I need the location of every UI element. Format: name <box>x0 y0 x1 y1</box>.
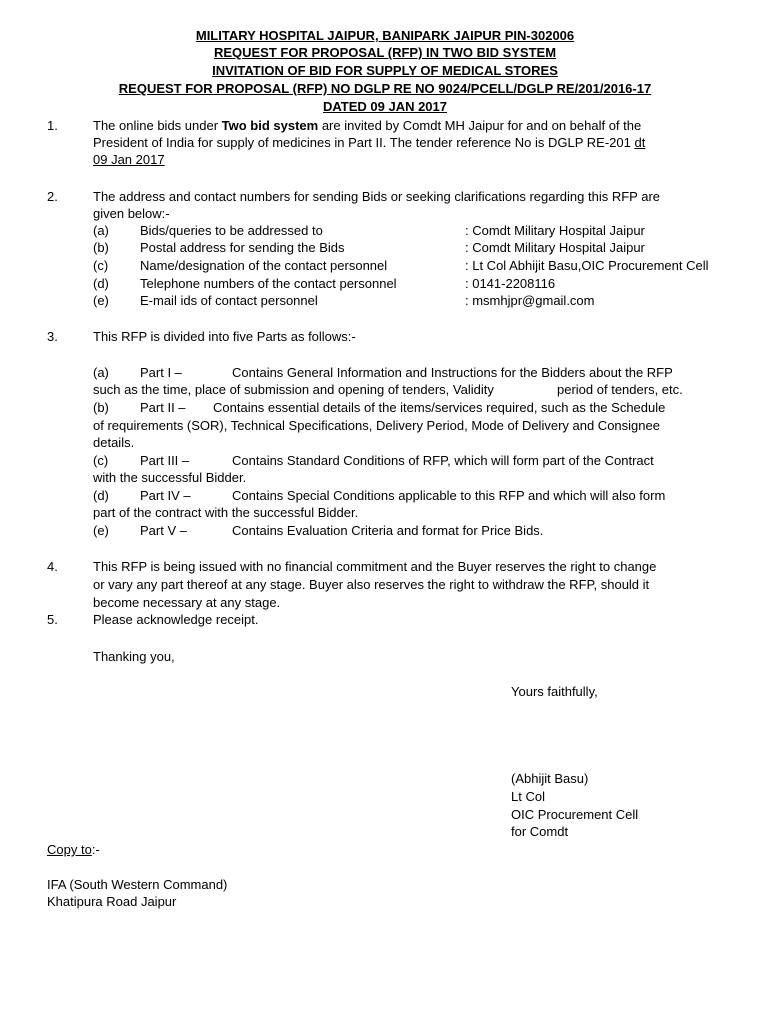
part-b-part: Part II – <box>140 400 186 415</box>
part-d-part: Part IV – <box>140 488 191 503</box>
para-2-item-b-value: : Comdt Military Hospital Jaipur <box>465 240 645 255</box>
header-line-5: DATED 09 JAN 2017 <box>322 99 448 114</box>
header-line-3: INVITATION OF BID FOR SUPPLY OF MEDICAL STORES <box>212 63 558 78</box>
copy-to-line-1: IFA (South Western Command) <box>47 877 228 892</box>
copy-to-label: Copy to <box>47 842 92 857</box>
part-b-cont-2: details. <box>93 435 135 450</box>
para-2-item-b-label: (b) <box>93 240 109 255</box>
header-line-2: REQUEST FOR PROPOSAL (RFP) IN TWO BID SYSTEM <box>213 45 557 60</box>
part-c-cont-1: with the successful Bidder. <box>93 470 247 485</box>
para-4-number: 4. <box>47 559 58 574</box>
yours-faithfully: Yours faithfully, <box>511 684 598 699</box>
para-2-number: 2. <box>47 189 58 204</box>
part-b-text: Contains essential details of the items/services required, such as the Schedule <box>213 400 666 415</box>
para-4-line-3: become necessary at any stage. <box>93 595 281 610</box>
part-e-label: (e) <box>93 523 109 538</box>
thanking-you: Thanking you, <box>93 649 175 664</box>
copy-to-suffix: :- <box>91 842 100 857</box>
part-a-text: Contains General Information and Instructions for the Bidders about the RFP <box>232 365 673 380</box>
part-e-text: Contains Evaluation Criteria and format for Price Bids. <box>232 523 544 538</box>
para-5-text: Please acknowledge receipt. <box>93 612 259 627</box>
part-a-cont-2: period of tenders, etc. <box>557 382 683 397</box>
para-3-number: 3. <box>47 329 58 344</box>
signatory-rank: Lt Col <box>511 789 545 804</box>
para-1-line-3: 09 Jan 2017 <box>93 152 165 167</box>
part-b-label: (b) <box>93 400 109 415</box>
para-2-item-e-value: : msmhjpr@gmail.com <box>465 293 595 308</box>
part-b-cont-1: of requirements (SOR), Technical Specifications, Delivery Period, Mode of Delivery and Consignee <box>93 418 660 433</box>
signatory-designation: OIC Procurement Cell <box>511 807 639 822</box>
header-line-1: MILITARY HOSPITAL JAIPUR, BANIPARK JAIPUR PIN-302006 <box>195 28 575 43</box>
para-5-number: 5. <box>47 612 58 627</box>
signatory-for: for Comdt <box>511 824 569 839</box>
para-2-item-a-value: : Comdt Military Hospital Jaipur <box>465 223 645 238</box>
para-2-item-b-text: Postal address for sending the Bids <box>140 240 345 255</box>
para-1-text-b: are invited by Comdt MH Jaipur for and on behalf of the <box>318 118 642 133</box>
part-c-part: Part III – <box>140 453 190 468</box>
para-1-bold: Two bid system <box>221 118 319 133</box>
para-2-item-c-label: (c) <box>93 258 109 273</box>
part-d-text: Contains Special Conditions applicable to this RFP and which will also form <box>232 488 666 503</box>
para-2-item-d-text: Telephone numbers of the contact personnel <box>140 276 397 291</box>
para-2-item-c-text: Name/designation of the contact personnel <box>140 258 388 273</box>
part-a-label: (a) <box>93 365 109 380</box>
part-c-text: Contains Standard Conditions of RFP, which will form part of the Contract <box>232 453 654 468</box>
para-2-item-d-value: : 0141-2208116 <box>465 276 556 291</box>
part-d-label: (d) <box>93 488 109 503</box>
para-2-item-a-label: (a) <box>93 223 109 238</box>
para-1-number: 1. <box>47 118 58 133</box>
para-2-line-1: The address and contact numbers for sending Bids or seeking clarifications regarding this RFP are <box>93 189 660 204</box>
header-line-4: REQUEST FOR PROPOSAL (RFP) NO DGLP RE NO 9024/PCELL/DGLP RE/201/2016-17 <box>118 81 652 96</box>
para-1-line-2-text: President of India for supply of medicines in Part II. The tender reference No is DGLP RE-201 <box>93 135 635 150</box>
part-e-part: Part V – <box>140 523 187 538</box>
para-2-item-d-label: (d) <box>93 276 109 291</box>
para-1-line-1 <box>93 117 641 134</box>
copy-to <box>47 841 100 858</box>
part-c-label: (c) <box>93 453 109 468</box>
para-4-line-1: This RFP is being issued with no financial commitment and the Buyer reserves the right to change <box>93 559 657 574</box>
para-2-item-e-label: (e) <box>93 293 109 308</box>
part-d-cont-1: part of the contract with the successful Bidder. <box>93 505 359 520</box>
para-1-text-a: The online bids under <box>93 118 222 133</box>
para-1-line-2 <box>93 134 645 151</box>
para-2-item-c-value: : Lt Col Abhijit Basu,OIC Procurement Cell <box>465 258 709 273</box>
para-3-intro: This RFP is divided into five Parts as follows:- <box>93 329 356 344</box>
para-2-item-e-text: E-mail ids of contact personnel <box>140 293 318 308</box>
part-a-cont-1: such as the time, place of submission and opening of tenders, Validity <box>93 382 494 397</box>
signatory-name: (Abhijit Basu) <box>511 771 589 786</box>
para-2-line-2: given below:- <box>93 206 170 221</box>
para-1-dt: dt <box>634 135 646 150</box>
para-2-item-a-text: Bids/queries to be addressed to <box>140 223 323 238</box>
para-4-line-2: or vary any part thereof at any stage. Buyer also reserves the right to withdraw the RFP, should it <box>93 577 650 592</box>
copy-to-line-2: Khatipura Road Jaipur <box>47 894 177 909</box>
part-a-part: Part I – <box>140 365 182 380</box>
